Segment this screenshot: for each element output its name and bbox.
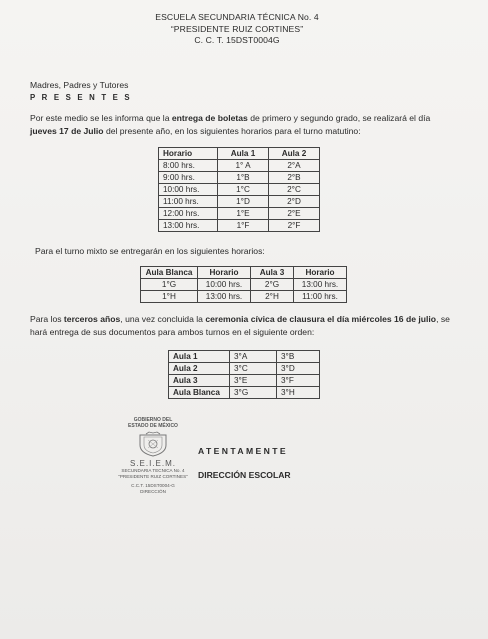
- seal-name: S.E.I.E.M.: [129, 459, 176, 468]
- para1-bold-d: jueves 17 de Julio: [30, 126, 104, 136]
- paragraph-mixto: Para el turno mixto se entregarán en los siguientes horarios:: [35, 246, 265, 256]
- table-cell: 1°G: [141, 279, 198, 291]
- para3-text-e: , se hará entrega de sus documentos para ambos turnos en el siguiente orden:: [30, 314, 450, 337]
- table-cell: 2°B: [269, 172, 320, 184]
- table-row: [141, 279, 347, 291]
- table-row: [159, 208, 320, 220]
- table-cell: 13:00 hrs.: [294, 279, 347, 291]
- table-cell: 1°H: [141, 291, 198, 303]
- table-row: [169, 363, 320, 375]
- table-cell: 11:00 hrs.: [159, 196, 218, 208]
- table-cell: 2°F: [269, 220, 320, 232]
- table-header-cell: Horario: [198, 267, 251, 279]
- table-cell: 2°C: [269, 184, 320, 196]
- seal-line-4: DIRECCIÓN: [140, 489, 166, 494]
- table-row: [141, 291, 347, 303]
- greeting-recipients: Madres, Padres y Tutores: [30, 80, 129, 90]
- table-cell: 2°A: [269, 160, 320, 172]
- table-cell: 2°D: [269, 196, 320, 208]
- table-row: [169, 375, 320, 387]
- para1-text-a: Por este medio se les informa que la: [30, 113, 172, 123]
- table-row: [159, 220, 320, 232]
- table-cell: 13:00 hrs.: [198, 291, 251, 303]
- para1-bold-b: entrega de boletas: [171, 113, 248, 123]
- table-cell: 1°E: [218, 208, 269, 220]
- para3-bold-d: ceremonia cívica de clausura el día miércoles 16 de julio: [205, 314, 437, 324]
- table-header-cell: Aula 1: [218, 148, 269, 160]
- table-cell: 3°G: [230, 387, 277, 399]
- table-header-cell: Horario: [294, 267, 347, 279]
- para3-text-c: , una vez concluida la: [120, 314, 206, 324]
- table-cell: 9:00 hrs.: [159, 172, 218, 184]
- greeting-presentes: P R E S E N T E S: [30, 92, 132, 102]
- table-cell: 3°A: [230, 351, 277, 363]
- para3-bold-b: terceros años: [63, 314, 121, 324]
- paragraph-terceros: [30, 313, 450, 339]
- table-cell: 1°F: [218, 220, 269, 232]
- table-cell: 11:00 hrs.: [294, 291, 347, 303]
- table-cell: 3°D: [277, 363, 320, 375]
- table-cell: 8:00 hrs.: [159, 160, 218, 172]
- table-cell: 1° A: [218, 160, 269, 172]
- table-cell: 3°E: [230, 375, 277, 387]
- table-cell: 2°G: [251, 279, 294, 291]
- seal-gov-line-2: ESTADO DE MÉXICO: [128, 423, 178, 429]
- table-cell: 3°B: [277, 351, 320, 363]
- table-cell: 1°B: [218, 172, 269, 184]
- table-header-row: [141, 267, 347, 279]
- schedule-table-mixto: [140, 266, 347, 303]
- paragraph-matutino: [30, 112, 450, 138]
- table-row: [159, 184, 320, 196]
- table-cell: 10:00 hrs.: [159, 184, 218, 196]
- header-line-3: C. C. T. 15DST0004G: [194, 35, 280, 45]
- table-cell: Aula 3: [169, 375, 230, 387]
- schedule-table-matutino: [158, 147, 320, 232]
- para1-text-c: de primero y segundo grado, se realizará el día: [247, 113, 431, 123]
- table-header-cell: Horario: [159, 148, 218, 160]
- table-cell: 13:00 hrs.: [159, 220, 218, 232]
- table-row: [159, 172, 320, 184]
- table-row: [169, 387, 320, 399]
- table-cell: 3°F: [277, 375, 320, 387]
- table-cell: 1°C: [218, 184, 269, 196]
- seal-gov-line-1: GOBIERNO DEL: [133, 417, 173, 423]
- table-header-row: [159, 148, 320, 160]
- header-line-1: ESCUELA SECUNDARIA TÉCNICA No. 4: [155, 12, 319, 22]
- table-cell: 3°C: [230, 363, 277, 375]
- school-seal: [115, 417, 191, 495]
- table-row: [159, 196, 320, 208]
- header-line-2: “PRESIDENTE RUIZ CORTINES”: [170, 23, 304, 34]
- greeting: [30, 80, 132, 103]
- table-cell: 3°H: [277, 387, 320, 399]
- school-header: [0, 12, 488, 47]
- para1-text-e: del presente año, en los siguientes horarios para el turno matutino:: [103, 126, 361, 136]
- table-cell: 2°H: [251, 291, 294, 303]
- schedule-table-terceros: [168, 350, 320, 399]
- table-cell: Aula Blanca: [169, 387, 230, 399]
- table-cell: Aula 2: [169, 363, 230, 375]
- table-cell: 2°E: [269, 208, 320, 220]
- table-row: [169, 351, 320, 363]
- table-header-cell: Aula 3: [251, 267, 294, 279]
- seal-line-1: SECUNDARIA TECNICA No. 4: [121, 468, 185, 473]
- table-row: [159, 160, 320, 172]
- table-header-cell: Aula 2: [269, 148, 320, 160]
- seal-line-3: C.C.T. 15DST0004-G: [131, 483, 175, 488]
- closing-direccion: DIRECCIÓN ESCOLAR: [198, 470, 291, 480]
- table-cell: 12:00 hrs.: [159, 208, 218, 220]
- table-cell: Aula 1: [169, 351, 230, 363]
- closing-atentamente: ATENTAMENTE: [198, 446, 289, 456]
- coat-of-arms-icon: [136, 431, 170, 457]
- table-cell: 10:00 hrs.: [198, 279, 251, 291]
- table-header-cell: Aula Blanca: [141, 267, 198, 279]
- table-cell: 1°D: [218, 196, 269, 208]
- para3-text-a: Para los: [30, 314, 64, 324]
- seal-line-2: "PRESIDENTE RUIZ CORTINES": [118, 474, 188, 479]
